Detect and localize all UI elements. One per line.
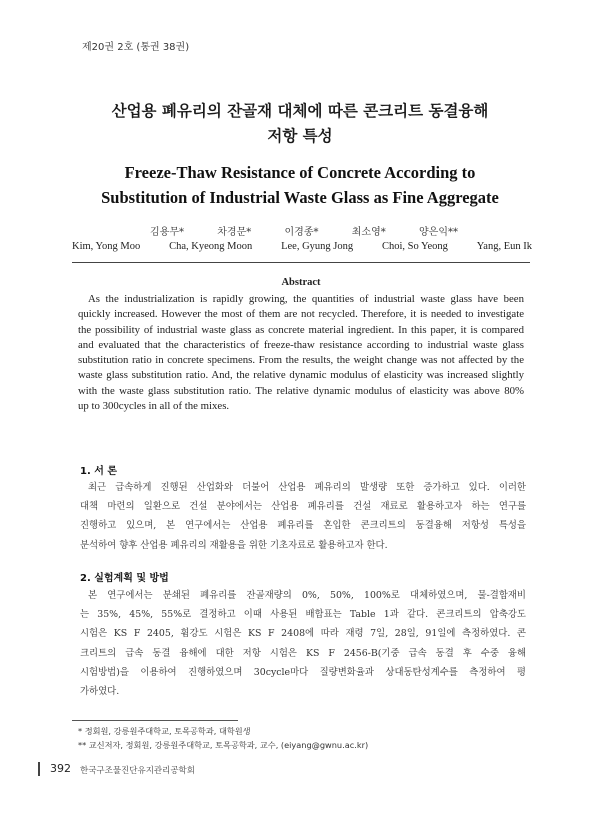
author-en: Lee, Gyung Jong — [281, 241, 354, 252]
section-1-body — [80, 478, 526, 555]
author-names-korean — [150, 223, 458, 238]
journal-name: 한국구조물진단유지관리공학회 — [80, 766, 195, 776]
section-2-body — [80, 586, 526, 701]
author-ko: 김용무* — [150, 227, 184, 238]
author-names-english — [72, 241, 532, 252]
author-ko: 차경문* — [217, 227, 252, 238]
korean-title-line2: 저항 특성 — [267, 126, 333, 145]
author-en: Kim, Yong Moo — [72, 241, 141, 252]
body-line: 대책 마련의 일환으로 건설 분야에서는 산업용 폐유리를 건설 재료로 활용하고자 하는 연구를 — [80, 501, 526, 513]
author-en: Yang, Eun Ik — [476, 241, 532, 252]
footnote-1: * 정회원, 강릉원주대학교, 토목공학과, 대학원생 — [78, 726, 251, 736]
body-line: 가하였다. — [80, 686, 120, 698]
english-title-line1: Freeze-Thaw Resistance of Concrete According to — [124, 163, 476, 182]
abstract-line: up to 300cycles in all of the mixes. — [78, 400, 230, 413]
footnote-divider — [72, 720, 238, 721]
footnote-2: ** 교신저자, 정회원, 강릉원주대학교, 토목공학과, 교수, (eiyang@gwnu.ac.kr) — [78, 740, 369, 750]
abstract-line: quickly increased. However the most of them are not recycled. Therefore, it is needed to investigate — [78, 308, 524, 321]
body-line: 최근 급속하게 진행된 산업화와 더불어 산업용 폐유리의 발생량 또한 증가하고 있다. 이러한 — [88, 482, 526, 493]
body-line: 는 35%, 45%, 55%로 결정하고 이때 사용된 배합표는 Table 1과 같다. 콘크리트의 압축강도 — [80, 609, 526, 621]
abstract-line: and evaluated that the characteristics of freeze-thaw resistance according to industrial waste glass — [78, 338, 524, 351]
body-line: 크리트의 급속 동결 융해에 대한 저항 시험은 KS F 2456-B(기중 급속 동결 후 수중 융해 — [80, 647, 526, 659]
journal-volume-header: 제20권 2호 (통권 38권) — [82, 42, 190, 53]
abstract-heading: Abstract — [281, 277, 321, 288]
body-line: 시험방법)을 이용하여 진행하였으며 30cycle마다 질량변화율과 상대동탄성계수를 측정하여 평 — [80, 666, 526, 678]
abstract-line: substitution ratio in concrete specimens. From the results, the weight change was not affected by the — [78, 354, 524, 367]
section-1-heading: 1. 서 론 — [80, 466, 118, 477]
body-line: 본 연구에서는 분쇄된 폐유리를 잔골재량의 0%, 50%, 100%로 대체하였으며, 물-결합재비 — [88, 590, 526, 601]
abstract-body — [78, 292, 524, 414]
page-number: 392 — [50, 762, 71, 775]
author-ko: 이경종* — [284, 227, 319, 238]
korean-title — [40, 98, 560, 148]
body-line: 분석하여 향후 산업용 폐유리의 재활용을 위한 기초자료로 활용하고자 한다. — [80, 539, 388, 551]
page-number-bar — [38, 762, 40, 776]
author-en: Cha, Kyeong Moon — [169, 241, 253, 252]
body-line: 진행하고 있으며, 본 연구에서는 산업용 폐유리를 혼입한 콘크리트의 동결융해 저항성 특성을 — [80, 520, 526, 532]
author-ko: 양은익** — [419, 227, 458, 238]
english-title-line2: Substitution of Industrial Waste Glass as Fine Aggregate — [101, 188, 499, 207]
abstract-line: waste glass substitution ratio. And, the relative dynamic modulus of elasticity was increased slightly — [78, 369, 524, 382]
author-divider — [72, 262, 530, 263]
abstract-line: the possibility of industrial waste glass as concrete material ingredient. In this paper, it is compared — [78, 323, 524, 336]
author-en: Choi, So Yeong — [381, 241, 448, 252]
english-title — [40, 160, 560, 210]
author-ko: 최소영* — [351, 227, 386, 238]
body-line: 시험은 KS F 2405, 휨강도 시험은 KS F 2408에 따라 재령 7일, 28일, 91일에 측정하였다. 콘 — [80, 628, 526, 640]
abstract-line: with the waste glass substitution ratio. The relative dynamic modulus of elasticity was above 80% — [78, 384, 524, 397]
abstract-line: As the industrialization is rapidly growing, the quantities of industrial waste glass have been — [88, 293, 524, 305]
korean-title-line1: 산업용 폐유리의 잔골재 대체에 따른 콘크리트 동결융해 — [111, 101, 489, 120]
section-2-heading: 2. 실험계획 및 방법 — [80, 573, 169, 584]
